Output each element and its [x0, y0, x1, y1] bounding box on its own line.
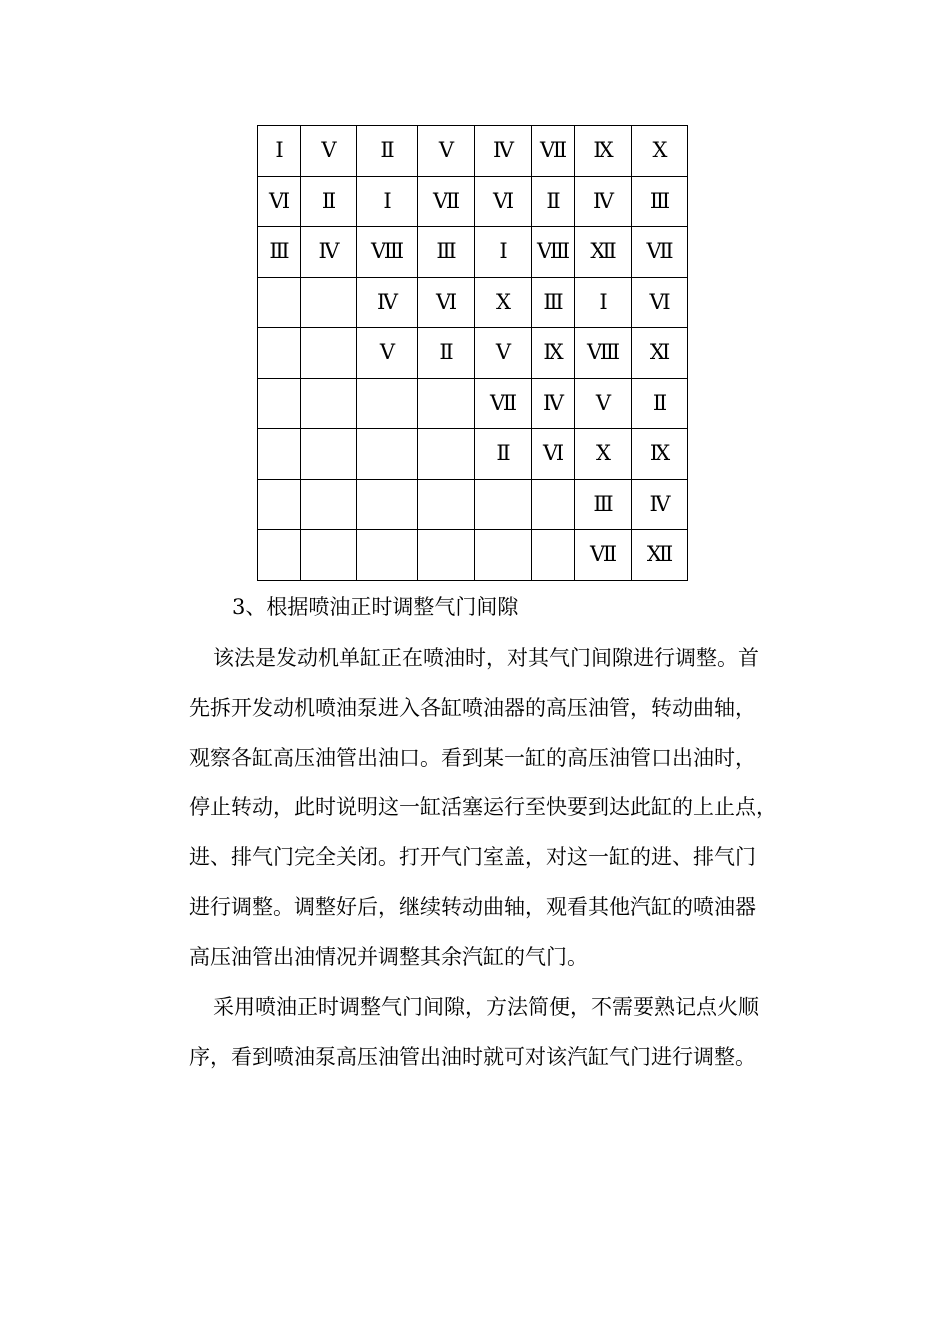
table-cell: [301, 328, 357, 379]
table-cell: [301, 479, 357, 530]
table-cell: Ⅵ: [418, 277, 475, 328]
table-cell: Ⅳ: [357, 277, 418, 328]
table-cell: Ⅷ: [532, 227, 575, 278]
table-cell: [532, 479, 575, 530]
table-cell: [357, 479, 418, 530]
table-cell: [258, 429, 301, 480]
table-row: [258, 530, 688, 581]
table-cell: Ⅵ: [532, 429, 575, 480]
table-cell: Ⅺ: [632, 328, 688, 379]
table-cell: Ⅹ: [632, 126, 688, 177]
table-cell: Ⅴ: [357, 328, 418, 379]
table-cell: [418, 479, 475, 530]
table-cell: [301, 378, 357, 429]
table-cell: Ⅵ: [632, 277, 688, 328]
table-cell: Ⅰ: [475, 227, 532, 278]
table-cell: Ⅲ: [418, 227, 475, 278]
table-cell: [357, 429, 418, 480]
table-cell: Ⅳ: [532, 378, 575, 429]
table-cell: Ⅲ: [575, 479, 632, 530]
valve-sequence-table: [257, 125, 688, 581]
table-cell: [475, 479, 532, 530]
table-cell: Ⅶ: [575, 530, 632, 581]
section-heading: 3、根据喷油正时调整气门间隙: [232, 595, 519, 619]
table-row: [258, 378, 688, 429]
table-cell: [418, 530, 475, 581]
table-cell: [418, 429, 475, 480]
table-cell: Ⅶ: [532, 126, 575, 177]
table-cell: Ⅱ: [301, 176, 357, 227]
table-row: [258, 176, 688, 227]
table-cell: Ⅱ: [632, 378, 688, 429]
paragraph-line: 先拆开发动机喷油泵进入各缸喷油器的高压油管，转动曲轴，: [189, 695, 756, 720]
table-cell: Ⅴ: [301, 126, 357, 177]
table-cell: Ⅱ: [357, 126, 418, 177]
table-cell: Ⅲ: [258, 227, 301, 278]
table-cell: Ⅲ: [632, 176, 688, 227]
table-cell: Ⅱ: [475, 429, 532, 480]
paragraph-method-advantage: [189, 983, 839, 1083]
table-cell: Ⅶ: [418, 176, 475, 227]
table-cell: [301, 277, 357, 328]
table-cell: [357, 530, 418, 581]
table-row: [258, 126, 688, 177]
table-cell: Ⅵ: [475, 176, 532, 227]
paragraph-line: 进行调整。调整好后，继续转动曲轴，观看其他汽缸的喷油器: [189, 894, 756, 919]
table-cell: Ⅰ: [357, 176, 418, 227]
table-cell: [258, 378, 301, 429]
paragraph-injection-timing-method: [189, 634, 839, 983]
table-cell: [475, 530, 532, 581]
paragraph-line: 采用喷油正时调整气门间隙，方法简便，不需要熟记点火顺: [213, 995, 759, 1019]
table-cell: Ⅱ: [532, 176, 575, 227]
paragraph-line: 观察各缸高压油管出油口。看到某一缸的高压油管口出油时，: [189, 745, 756, 770]
table-cell: Ⅴ: [475, 328, 532, 379]
table-cell: Ⅳ: [575, 176, 632, 227]
paragraph-line: 进、排气门完全关闭。打开气门室盖，对这一缸的进、排气门: [189, 845, 756, 870]
table-row: [258, 429, 688, 480]
table-cell: Ⅹ: [575, 429, 632, 480]
table-cell: Ⅱ: [418, 328, 475, 379]
table-cell: [418, 378, 475, 429]
table-cell: Ⅴ: [575, 378, 632, 429]
table-cell: [357, 378, 418, 429]
paragraph-line: 高压油管出油情况并调整其余汽缸的气门。: [189, 944, 588, 969]
table-cell: Ⅳ: [301, 227, 357, 278]
table-cell: Ⅲ: [532, 277, 575, 328]
paragraph-line: 序，看到喷油泵高压油管出油时就可对该汽缸气门进行调整。: [189, 1044, 756, 1069]
table-cell: Ⅷ: [575, 328, 632, 379]
table-cell: Ⅹ: [475, 277, 532, 328]
table-cell: [301, 429, 357, 480]
table-row: [258, 227, 688, 278]
paragraph-line: 该法是发动机单缸正在喷油时，对其气门间隙进行调整。首: [213, 646, 759, 670]
table-cell: Ⅶ: [475, 378, 532, 429]
paragraph-line: 停止转动，此时说明这一缸活塞运行至快要到达此缸的上止点，: [189, 795, 777, 820]
table-row: [258, 277, 688, 328]
table-row: [258, 479, 688, 530]
table-cell: Ⅸ: [632, 429, 688, 480]
table-cell: Ⅳ: [475, 126, 532, 177]
table-cell: [258, 328, 301, 379]
table-row: [258, 328, 688, 379]
table-cell: Ⅸ: [575, 126, 632, 177]
table-cell: [258, 530, 301, 581]
table-cell: Ⅴ: [418, 126, 475, 177]
table-cell: Ⅻ: [632, 530, 688, 581]
table-cell: [301, 530, 357, 581]
table-cell: Ⅰ: [575, 277, 632, 328]
table-cell: Ⅵ: [258, 176, 301, 227]
table-cell: Ⅳ: [632, 479, 688, 530]
table-cell: Ⅸ: [532, 328, 575, 379]
table-cell: Ⅶ: [632, 227, 688, 278]
table-cell: Ⅷ: [357, 227, 418, 278]
table-cell: [258, 479, 301, 530]
table-cell: [532, 530, 575, 581]
table-cell: Ⅻ: [575, 227, 632, 278]
table-cell: Ⅰ: [258, 126, 301, 177]
table-cell: [258, 277, 301, 328]
